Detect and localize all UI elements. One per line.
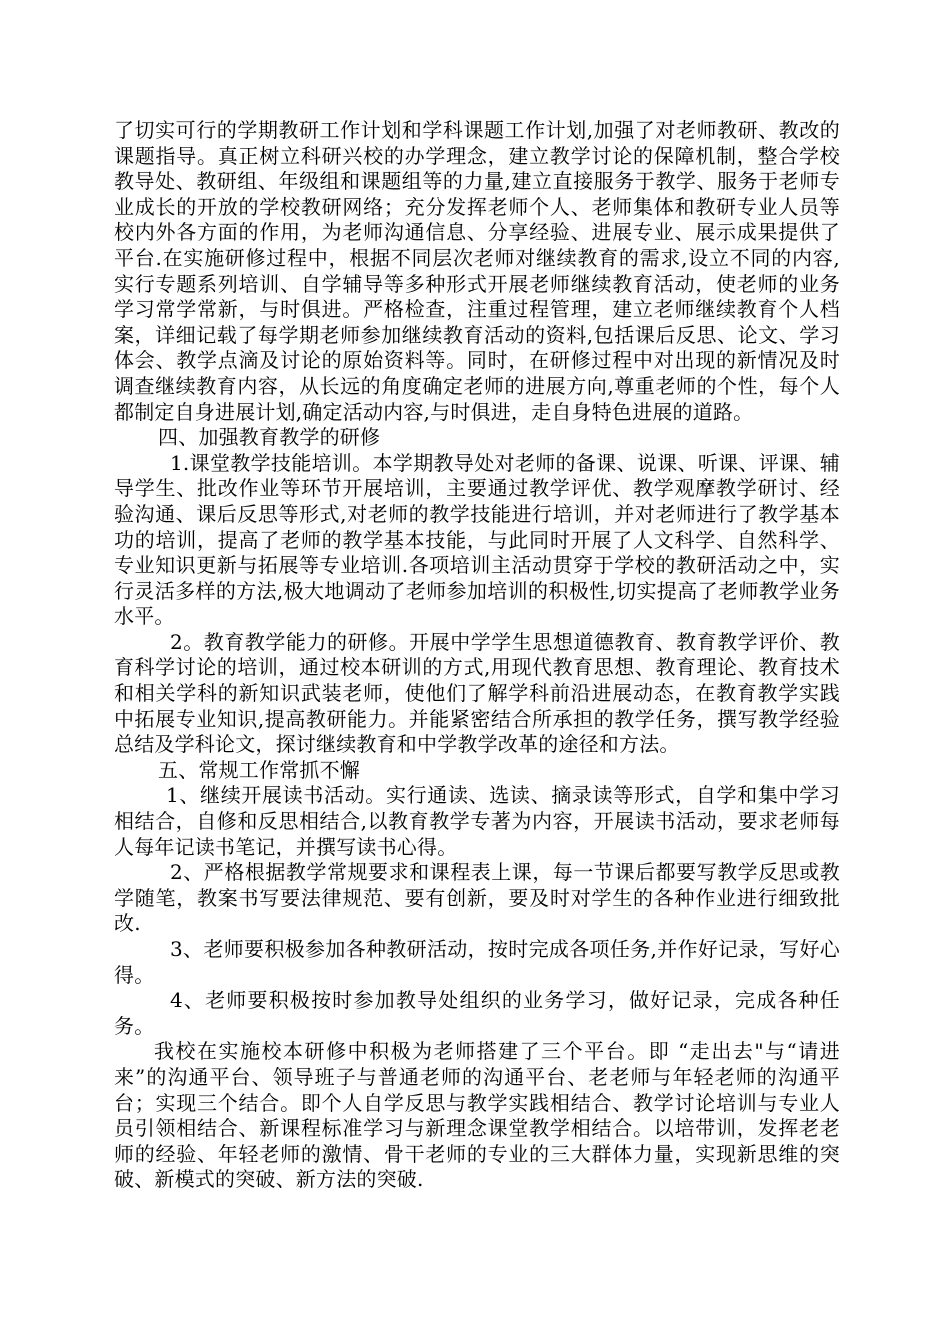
document-page xyxy=(114,118,840,1193)
section-heading-4: 四、加强教育教学的研修 xyxy=(158,425,381,450)
section-heading-5: 五、常规工作常抓不懈 xyxy=(158,757,360,782)
section-4-item-1: 1.课堂教学技能培训。本学期教导处对老师的备课、说课、听课、评课、辅导学生、批改作业等环节开展培训，主要通过教学评优、教学观摩教学研讨、经验沟通、课后反思等形式,对老师的教学技能进行培训，并对老师进行了教学基本功的培训，提高了老师的教学基本技能，与此同时开展了人文科学、自然科学、专业知识更新与拓展等专业培训.各项培训主活动贯穿于学校的教研活动之中，实行灵活多样的方法,极大地调动了老师参加培训的积极性,切实提高了老师教学业务水平。 xyxy=(114,450,840,629)
closing-paragraph: 我校在实施校本研修中积极为老师搭建了三个平台。即 “走出去"与“请进来”的沟通平台、领导班子与普通老师的沟通平台、老老师与年轻老师的沟通平台；实现三个结合。即个人自学反思与教学实践相结合、教学讨论培训与专业人员引领相结合、新课程标准学习与新理念课堂教学相结合。以培带训，发挥老老师的经验、年轻老师的激情、骨干老师的专业的三大群体力量，实现新思维的突破、新模式的突破、新方法的突破. xyxy=(114,1039,840,1192)
intro-paragraph: 了切实可行的学期教研工作计划和学科课题工作计划,加强了对老师教研、教改的课题指导。真正树立科研兴校的办学理念，建立教学讨论的保障机制，整合学校教导处、教研组、年级组和课题组等的力量,建立直接服务于教学、服务于老师专业成长的开放的学校教研网络；充分发挥老师个人、老师集体和教研专业人员等校内外各方面的作用，为老师沟通信息、分享经验、进展专业、展示成果提供了平台.在实施研修过程中，根据不同层次老师对继续教育的需求,设立不同的内容,实行专题系列培训、自学辅导等多种形式开展老师继续教育活动，使老师的业务学习常学常新，与时俱进。严格检查，注重过程管理，建立老师继续教育个人档案，详细记载了每学期老师参加继续教育活动的资料,包括课后反思、论文、学习体会、教学点滴及讨论的原始资料等。同时，在研修过程中对出现的新情况及时调查继续教育内容，从长远的角度确定老师的进展方向,尊重老师的个性，每个人都制定自身进展计划,确定活动内容,与时俱进，走自身特色进展的道路。 xyxy=(114,118,840,424)
section-5-item-3: 3、老师要积极参加各种教研活动，按时完成各项任务,并作好记录，写好心得。 xyxy=(114,937,840,987)
section-5-item-4: 4、老师要积极按时参加教导处组织的业务学习，做好记录，完成各种任务。 xyxy=(114,988,840,1038)
section-4-item-2: 2。教育教学能力的研修。开展中学学生思想道德教育、教育教学评价、教育科学讨论的培训，通过校本研训的方式,用现代教育思想、教育理论、教育技术和相关学科的新知识武装老师，使他们了解学科前沿进展动态，在教育教学实践中拓展专业知识,提高教研能力。并能紧密结合所承担的教学任务，撰写教学经验总结及学科论文，探讨继续教育和中学教学改革的途径和方法。 xyxy=(114,629,840,757)
section-5-item-1: 1、继续开展读书活动。实行通读、选读、摘录读等形式，自学和集中学习相结合，自修和反思相结合,以教育教学专著为内容，开展读书活动，要求老师每人每年记读书笔记，并撰写读书心得。 xyxy=(114,783,840,859)
section-5-item-2: 2、严格根据教学常规要求和课程表上课，每一节课后都要写教学反思或教学随笔，教案书写要法律规范、要有创新，要及时对学生的各种作业进行细致批改. xyxy=(114,860,840,936)
